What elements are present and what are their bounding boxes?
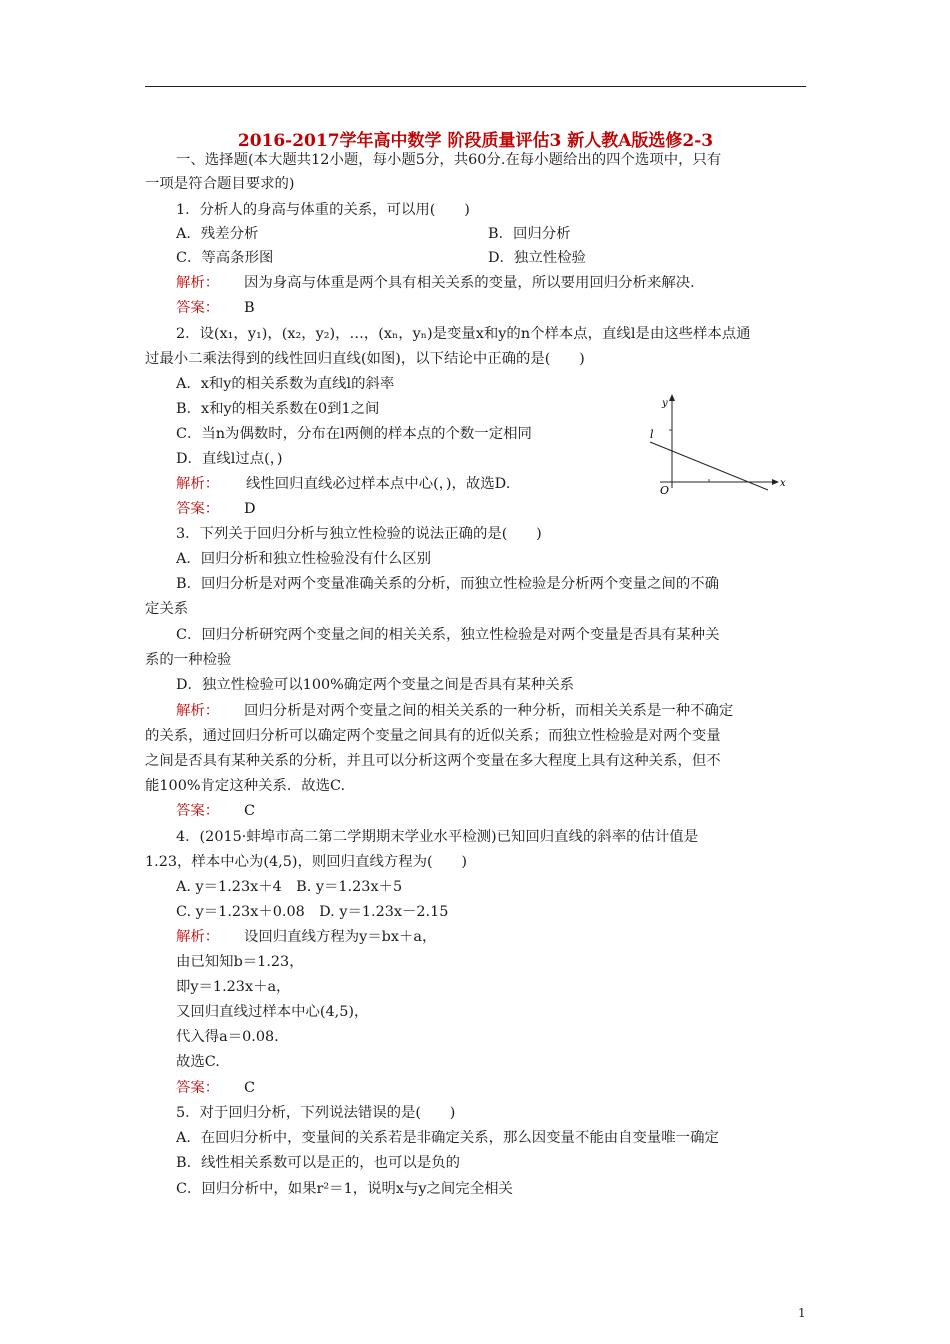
q4-answer: C (244, 1080, 256, 1096)
q4-analysis-line-4: 又回归直线过样本中心(4,5)， (176, 1004, 369, 1020)
y-axis-arrow (669, 394, 675, 401)
q4-stem-line-2: 1.23，样本中心为(4,5)，则回归直线方程为( ) (145, 854, 468, 870)
q3-analysis-label: 解析： (176, 703, 220, 719)
q3-option-d: D．独立性检验可以100%确定两个变量之间是否具有某种关系 (176, 677, 575, 693)
q1-answer: B (244, 300, 255, 316)
q3-answer-label: 答案： (176, 803, 220, 819)
q2-stem-line-1: 2．设(x₁，y₁)，(x₂，y₂)，…，(xₙ，yₙ)是变量x和y的n个样本点，直线l是由这些样本点通 (176, 326, 751, 342)
q3-analysis-line-4: 能100%肯定这种关系．故选C. (145, 778, 346, 794)
q1-option-b: B．回归分析 (488, 226, 571, 242)
q3-option-b-line-2: 定关系 (145, 601, 189, 617)
q1-stem: 1．分析人的身高与体重的关系，可以用( ) (176, 202, 470, 218)
q5-stem: 5．对于回归分析，下列说法错误的是( ) (176, 1105, 456, 1121)
q2-answer: D (244, 501, 256, 517)
q4-analysis-line-1: 设回归直线方程为y＝bx＋a， (244, 929, 437, 945)
line-label-l: l (650, 428, 654, 441)
q1-analysis-label: 解析： (176, 275, 220, 291)
q2-stem-line-2: 过最小二乘法得到的线性回归直线(如图)，以下结论中正确的是( ) (145, 351, 585, 367)
x-axis-label: x (780, 478, 786, 489)
q4-answer-label: 答案： (176, 1080, 220, 1096)
q4-analysis-line-3: 即y＝1.23x＋a， (176, 979, 291, 995)
q1-option-a: A．残差分析 (176, 226, 259, 242)
q3-option-a: A．回归分析和独立性检验没有什么区别 (176, 551, 432, 567)
q1-option-c: C．等高条形图 (176, 250, 274, 266)
section-header-line-2: 一项是符合题目要求的) (145, 176, 295, 192)
regression-line-l (650, 442, 768, 490)
q2-analysis-label: 解析： (176, 476, 220, 492)
q1-option-d: D．独立性检验 (488, 250, 586, 266)
header-rule (145, 86, 806, 87)
page-title: 2016-2017学年高中数学 阶段质量评估3 新人教A版选修2-3 (237, 131, 714, 151)
q5-option-c: C．回归分析中，如果r²＝1，说明x与y之间完全相关 (176, 1181, 513, 1197)
q2-analysis: 线性回归直线必过样本点中心(，)，故选D. (246, 476, 511, 492)
q2-option-d: D．直线l过点(，) (176, 451, 283, 467)
q3-analysis-line-2: 的关系，通过回归分析可以确定两个变量之间具有的近似关系；而独立性检验是对两个变量 (145, 728, 721, 744)
q2-option-c: C．当n为偶数时，分布在l两侧的样本点的个数一定相同 (176, 426, 532, 442)
q3-option-c-line-1: C．回归分析研究两个变量之间的相关关系，独立性检验是对两个变量是否具有某种关 (176, 627, 720, 643)
origin-label: O (660, 484, 670, 497)
q3-analysis-line-1: 回归分析是对两个变量之间的相关关系的一种分析，而相关关系是一种不确定 (244, 703, 734, 719)
y-axis-label: y (662, 398, 668, 409)
q2-option-b: B．x和y的相关系数在0到1之间 (176, 401, 380, 417)
q4-options-row-2: C. y＝1.23x＋0.08 D. y＝1.23x－2.15 (176, 904, 449, 920)
q4-options-row-1: A. y＝1.23x＋4 B. y＝1.23x＋5 (176, 879, 403, 895)
q4-analysis-line-6: 故选C. (176, 1054, 220, 1070)
q3-answer: C (244, 803, 256, 819)
q2-option-a: A．x和y的相关系数为直线l的斜率 (176, 376, 395, 392)
q4-analysis-line-2: 由已知知b＝1.23， (176, 954, 304, 970)
x-axis-arrow (772, 479, 779, 485)
q2-answer-label: 答案： (176, 501, 220, 517)
q1-analysis: 因为身高与体重是两个具有相关关系的变量，所以要用回归分析来解决． (244, 275, 705, 291)
q5-option-a: A．在回归分析中，变量间的关系若是非确定关系，那么因变量不能由自变量唯一确定 (176, 1130, 719, 1146)
q1-answer-label: 答案： (176, 300, 220, 316)
q3-option-b-line-1: B．回归分析是对两个变量准确关系的分析，而独立性检验是分析两个变量之间的不确 (176, 576, 720, 592)
q3-stem: 3．下列关于回归分析与独立性检验的说法正确的是( ) (176, 526, 542, 542)
page-number: 1 (798, 1306, 806, 1320)
q5-option-b: B．线性相关系数可以是正的，也可以是负的 (176, 1155, 460, 1171)
q4-analysis-line-5: 代入得a＝0.08. (176, 1029, 279, 1045)
q3-analysis-line-3: 之间是否具有某种关系的分析，并且可以分析这两个变量在多大程度上具有这种关系，但不 (145, 753, 721, 769)
section-header-line-1: 一、选择题(本大题共12小题，每小题5分，共60分.在每小题给出的四个选项中，只有 (176, 152, 722, 168)
q4-analysis-label: 解析： (176, 929, 220, 945)
regression-line-figure (640, 392, 790, 497)
q4-stem-line-1: 4．(2015·蚌埠市高二第二学期期末学业水平检测)已知回归直线的斜率的估计值是 (176, 829, 699, 845)
q3-option-c-line-2: 系的一种检验 (145, 652, 232, 668)
